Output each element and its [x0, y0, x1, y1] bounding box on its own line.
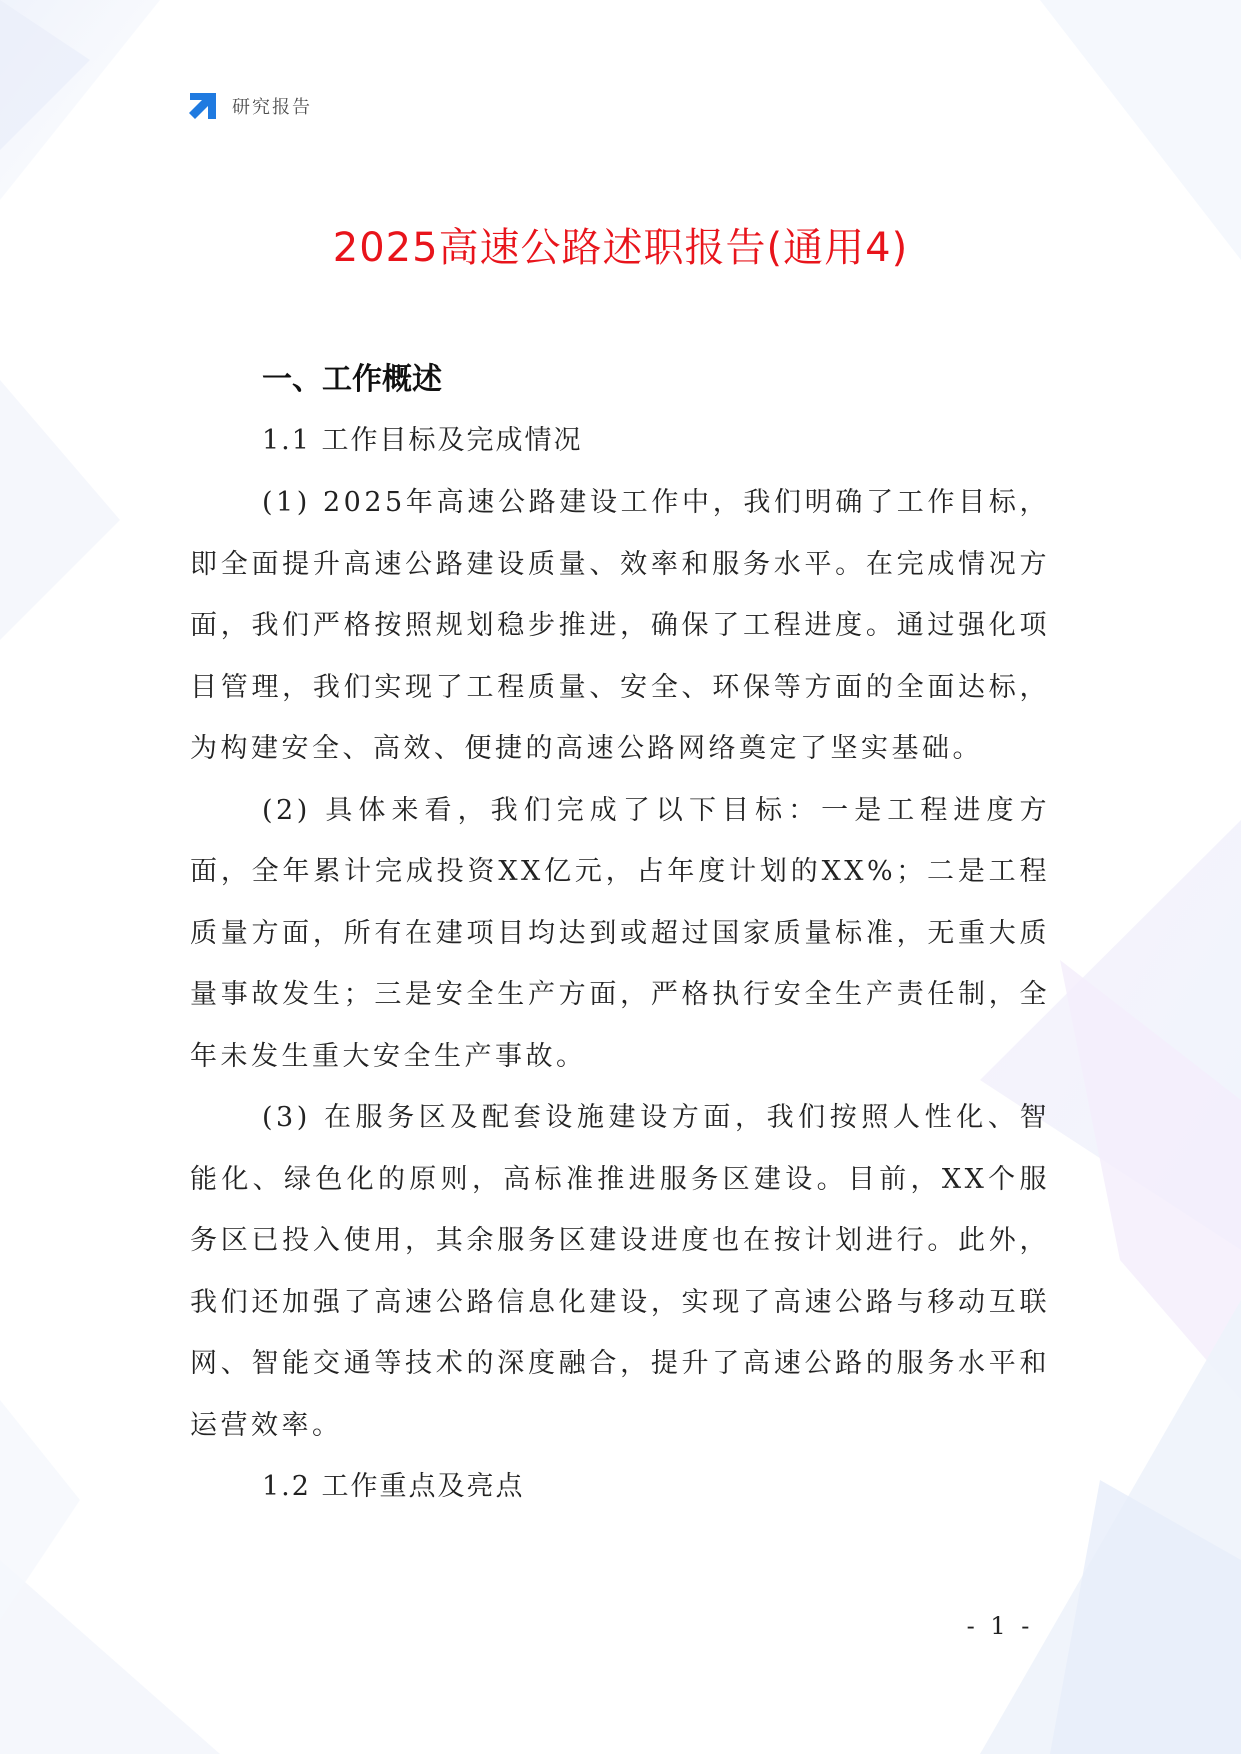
paragraph: (3) 在服务区及配套设施建设方面，我们按照人性化、智能化、绿色化的原则，高标准推进服务区建设。目前，XX个服务区已投入使用，其余服务区建设进度也在按计划进行。此外，我们还加强了高速公路信息化建设，实现了高速公路与移动互联网、智能交通等技术的深度融合，提升了高速公路的服务水平和运营效率。 [190, 1102, 1050, 1441]
paragraph: (2) 具体来看，我们完成了以下目标：一是工程进度方面，全年累计完成投资XX亿元，占年度计划的XX%；二是工程质量方面，所有在建项目均达到或超过国家质量标准，无重大质量事故发生；三是安全生产方面，严格执行安全生产责任制，全年未发生重大安全生产事故。 [190, 794, 1050, 1072]
document-body [190, 350, 1050, 1518]
page-number: - 1 - [966, 1612, 1034, 1640]
paragraph: (1) 2025年高速公路建设工作中，我们明确了工作目标，即全面提升高速公路建设质量、效率和服务水平。在完成情况方面，我们严格按照规划稳步推进，确保了工程进度。通过强化项目管理，我们实现了工程质量、安全、环保等方面的全面达标，为构建安全、高效、便捷的高速公路网络奠定了坚实基础。 [190, 487, 1050, 764]
section-heading: 一、工作概述 [262, 362, 442, 397]
brand-header [186, 88, 312, 124]
subsection-heading: 1.2 工作重点及亮点 [262, 1471, 525, 1502]
brand-text: 研究报告 [232, 97, 312, 118]
document-title: 2025高速公路述职报告(通用4) [332, 225, 909, 271]
subsection-heading: 1.1 工作目标及完成情况 [262, 425, 583, 456]
diagonal-arrow-icon [186, 89, 220, 123]
